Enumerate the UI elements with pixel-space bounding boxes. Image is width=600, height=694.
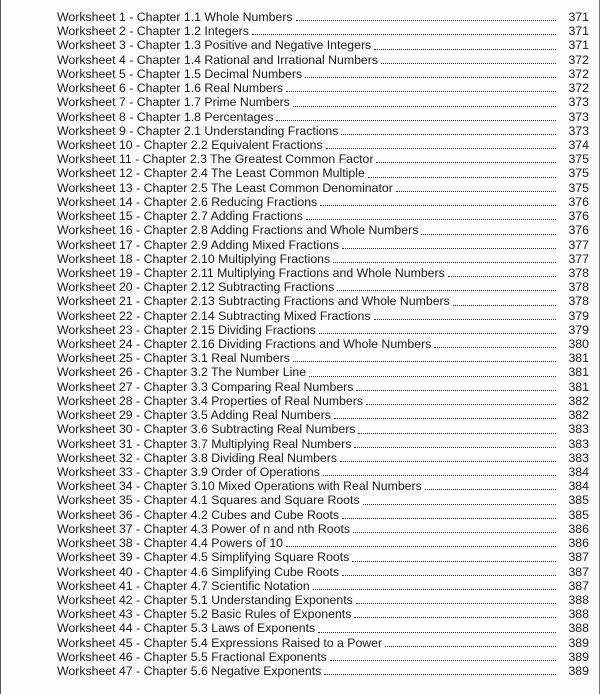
toc-entry [57, 110, 589, 124]
toc-entry [57, 209, 589, 223]
dot-leader [293, 360, 556, 362]
toc-entry-title: Worksheet 8 - Chapter 1.8 Percentages [57, 109, 274, 124]
toc-entry-page: 376 [568, 194, 589, 209]
toc-entry [57, 252, 589, 266]
toc-entry-title: Worksheet 21 - Chapter 2.13 Subtracting Fractions and Whole Numbers [57, 294, 450, 309]
toc-entry-title: Worksheet 26 - Chapter 3.2 The Number Line [57, 365, 307, 380]
toc-entry [57, 636, 589, 650]
dot-leader [374, 318, 557, 320]
toc-entry-title: Worksheet 20 - Chapter 2.12 Subtracting Fractions [57, 280, 335, 295]
dot-leader [276, 119, 556, 121]
dot-leader [453, 304, 556, 306]
toc-entry-page: 388 [568, 621, 589, 636]
toc-entry-title: Worksheet 46 - Chapter 5.5 Fractional Exponents [57, 649, 327, 664]
toc-entry [57, 10, 589, 24]
toc-entry [57, 166, 589, 180]
toc-entry [57, 451, 589, 465]
toc-entry [57, 550, 589, 564]
toc-entry-page: 376 [568, 209, 589, 224]
dot-leader [323, 474, 556, 476]
toc-entry-page: 383 [568, 450, 589, 465]
toc-entry [57, 95, 589, 109]
dot-leader [313, 588, 556, 590]
dot-leader [374, 48, 556, 50]
toc-entry-title: Worksheet 37 - Chapter 4.3 Power of n and nth Roots [57, 521, 351, 536]
dot-leader [320, 204, 556, 206]
dot-leader [352, 560, 556, 562]
dot-leader [448, 275, 556, 277]
dot-leader [421, 233, 556, 235]
toc-entry-title: Worksheet 1 - Chapter 1.1 Whole Numbers [57, 10, 293, 24]
dot-leader [306, 218, 556, 220]
toc-entry-title: Worksheet 23 - Chapter 2.15 Dividing Fractions [57, 322, 316, 337]
toc-entry-title: Worksheet 31 - Chapter 3.7 Multiplying Real Numbers [57, 436, 352, 451]
toc-entry-page: 378 [568, 294, 589, 309]
toc-entry-page: 373 [568, 123, 589, 138]
toc-entry [57, 664, 589, 678]
toc-entry-page: 389 [568, 664, 589, 679]
toc-entry-title: Worksheet 41 - Chapter 4.7 Scientific Notation [57, 578, 310, 593]
toc-entry-title: Worksheet 15 - Chapter 2.7 Adding Fractions [57, 209, 303, 224]
toc-entry-page: 371 [568, 10, 589, 24]
toc-entry [57, 607, 589, 621]
toc-entry-page: 372 [568, 81, 589, 96]
toc-entry [57, 593, 589, 607]
toc-entry [57, 124, 589, 138]
dot-leader [305, 76, 556, 78]
dot-leader [356, 389, 556, 391]
toc-entry-title: Worksheet 9 - Chapter 2.1 Understanding Fractions [57, 123, 339, 138]
toc-entry-page: 387 [568, 578, 589, 593]
toc-entry-title: Worksheet 14 - Chapter 2.6 Reducing Fractions [57, 194, 318, 209]
toc-entry [57, 53, 589, 67]
toc-entry [57, 309, 589, 323]
dot-leader [340, 460, 556, 462]
toc-entry-page: 384 [568, 465, 589, 479]
dot-leader [337, 289, 556, 291]
toc-entry-page: 389 [568, 649, 589, 664]
dot-leader [334, 417, 556, 419]
toc-entry-title: Worksheet 42 - Chapter 5.1 Understanding Exponents [57, 592, 353, 607]
toc-entry [57, 351, 589, 365]
toc-entry-title: Worksheet 38 - Chapter 4.4 Powers of 10 [57, 536, 284, 551]
toc-entry-page: 379 [568, 308, 589, 323]
toc-entry [57, 238, 589, 252]
toc-entry-title: Worksheet 27 - Chapter 3.3 Comparing Real Numbers [57, 379, 354, 394]
toc-entry-title: Worksheet 44 - Chapter 5.3 Laws of Exponents [57, 621, 316, 636]
toc-entry [57, 24, 589, 38]
toc-entry [57, 579, 589, 593]
dot-leader [354, 446, 556, 448]
toc-entry [57, 465, 589, 479]
toc-entry-title: Worksheet 25 - Chapter 3.1 Real Numbers [57, 351, 290, 366]
toc-entry [57, 508, 589, 522]
toc-entry-title: Worksheet 4 - Chapter 1.4 Rational and Irrational Numbers [57, 52, 379, 67]
toc-entry-title: Worksheet 12 - Chapter 2.4 The Least Common Multiple [57, 166, 365, 181]
dot-leader [381, 62, 556, 64]
toc-entry [57, 294, 589, 308]
dot-leader [366, 403, 556, 405]
toc-entry [57, 81, 589, 95]
toc-entry-title: Worksheet 47 - Chapter 5.6 Negative Exponents [57, 664, 322, 679]
toc-entry-page: 383 [568, 436, 589, 451]
toc-entry-page: 377 [568, 251, 589, 266]
toc-entry-title: Worksheet 10 - Chapter 2.2 Equivalent Fractions [57, 137, 323, 152]
toc-entry-title: Worksheet 36 - Chapter 4.2 Cubes and Cube Roots [57, 507, 340, 522]
toc-entry-page: 377 [568, 237, 589, 252]
toc-entry-title: Worksheet 16 - Chapter 2.8 Adding Fractions and Whole Numbers [57, 223, 419, 238]
toc-entry-page: 379 [568, 322, 589, 337]
toc-entry-title: Worksheet 33 - Chapter 3.9 Order of Operations [57, 465, 320, 479]
toc-entry [57, 138, 589, 152]
toc-entry-title: Worksheet 40 - Chapter 4.6 Simplifying Cube Roots [57, 564, 340, 579]
toc-entry [57, 280, 589, 294]
toc-entry [57, 536, 589, 550]
toc-entry-page: 383 [568, 422, 589, 437]
toc-entry [57, 380, 589, 394]
toc-entry [57, 621, 589, 635]
dot-leader [356, 602, 556, 604]
toc-entry [57, 152, 589, 166]
dot-leader [333, 261, 556, 263]
toc-entry-page: 378 [568, 265, 589, 280]
toc-entry-page: 373 [568, 95, 589, 110]
toc-entry-page: 387 [568, 564, 589, 579]
toc-entry-title: Worksheet 45 - Chapter 5.4 Expressions Raised to a Power [57, 635, 383, 650]
toc-entry-page: 387 [568, 550, 589, 565]
dot-leader [293, 105, 556, 107]
dot-leader [368, 176, 556, 178]
dot-leader [358, 432, 556, 434]
toc-entry-title: Worksheet 39 - Chapter 4.5 Simplifying Square Roots [57, 550, 350, 565]
dot-leader [353, 531, 556, 533]
toc-entry-page: 372 [568, 66, 589, 81]
dot-leader [434, 346, 556, 348]
toc-entry-page: 381 [568, 365, 589, 380]
dot-leader [376, 161, 556, 163]
toc-entry [57, 565, 589, 579]
toc-entry-title: Worksheet 24 - Chapter 2.16 Dividing Fractions and Whole Numbers [57, 337, 432, 352]
toc-entry-title: Worksheet 43 - Chapter 5.2 Basic Rules of Exponents [57, 607, 352, 622]
dot-leader [354, 616, 556, 618]
toc-entry-page: 372 [568, 52, 589, 67]
toc-entry-page: 389 [568, 635, 589, 650]
dot-leader [326, 147, 556, 149]
toc-entry [57, 67, 589, 81]
toc-entry-title: Worksheet 28 - Chapter 3.4 Properties of Real Numbers [57, 393, 363, 408]
dot-leader [252, 33, 556, 35]
toc-entry-title: Worksheet 3 - Chapter 1.3 Positive and Negative Integers [57, 38, 372, 53]
table-of-contents [57, 10, 589, 678]
toc-entry-page: 371 [568, 38, 589, 53]
toc-entry [57, 479, 589, 493]
dot-leader [341, 133, 556, 135]
toc-entry [57, 323, 589, 337]
toc-entry [57, 181, 589, 195]
dot-leader [324, 673, 556, 675]
dot-leader [318, 631, 556, 633]
dot-leader [309, 375, 556, 377]
toc-entry [57, 650, 589, 664]
toc-entry-page: 371 [568, 24, 589, 39]
dot-leader [425, 488, 556, 490]
toc-entry-page: 381 [568, 379, 589, 394]
dot-leader [385, 645, 556, 647]
toc-entry-title: Worksheet 35 - Chapter 4.1 Squares and Square Roots [57, 493, 360, 508]
dot-leader [286, 90, 556, 92]
toc-entry-title: Worksheet 22 - Chapter 2.14 Subtracting Mixed Fractions [57, 308, 371, 323]
toc-entry-page: 384 [568, 479, 589, 494]
toc-entry [57, 223, 589, 237]
toc-entry [57, 437, 589, 451]
toc-entry-title: Worksheet 13 - Chapter 2.5 The Least Common Denominator [57, 180, 393, 195]
toc-entry-title: Worksheet 2 - Chapter 1.2 Integers [57, 24, 249, 39]
toc-entry [57, 422, 589, 436]
toc-entry-title: Worksheet 17 - Chapter 2.9 Adding Mixed Fractions [57, 237, 340, 252]
toc-entry-page: 382 [568, 393, 589, 408]
dot-leader [363, 503, 556, 505]
toc-entry-title: Worksheet 30 - Chapter 3.6 Subtracting Real Numbers [57, 422, 356, 437]
toc-entry-title: Worksheet 19 - Chapter 2.11 Multiplying Fractions and Whole Numbers [57, 265, 445, 280]
toc-entry-page: 388 [568, 592, 589, 607]
toc-entry-title: Worksheet 11 - Chapter 2.3 The Greatest Common Factor [57, 152, 374, 167]
toc-entry [57, 408, 589, 422]
toc-entry [57, 337, 589, 351]
toc-entry-title: Worksheet 29 - Chapter 3.5 Adding Real Numbers [57, 408, 331, 423]
dot-leader [342, 517, 556, 519]
toc-entry-title: Worksheet 18 - Chapter 2.10 Multiplying Fractions [57, 251, 331, 266]
dot-leader [319, 332, 556, 334]
toc-entry-page: 382 [568, 408, 589, 423]
toc-entry [57, 394, 589, 408]
toc-entry-page: 375 [568, 166, 589, 181]
dot-leader [342, 247, 556, 249]
toc-entry-title: Worksheet 7 - Chapter 1.7 Prime Numbers [57, 95, 290, 110]
toc-entry-page: 385 [568, 493, 589, 508]
toc-entry-page: 388 [568, 607, 589, 622]
toc-entry-page: 381 [568, 351, 589, 366]
toc-entry [57, 266, 589, 280]
toc-entry-page: 386 [568, 521, 589, 536]
toc-entry-title: Worksheet 5 - Chapter 1.5 Decimal Numbers [57, 66, 303, 81]
toc-entry-title: Worksheet 34 - Chapter 3.10 Mixed Operations with Real Numbers [57, 479, 422, 494]
toc-entry-page: 375 [568, 152, 589, 167]
toc-entry-page: 373 [568, 109, 589, 124]
toc-entry [57, 195, 589, 209]
toc-entry-page: 385 [568, 507, 589, 522]
toc-entry-page: 376 [568, 223, 589, 238]
toc-entry-title: Worksheet 6 - Chapter 1.6 Real Numbers [57, 81, 283, 96]
dot-leader [396, 190, 556, 192]
toc-entry [57, 522, 589, 536]
toc-entry-page: 375 [568, 180, 589, 195]
toc-entry-page: 380 [568, 337, 589, 352]
toc-entry-page: 374 [568, 137, 589, 152]
toc-entry [57, 493, 589, 507]
dot-leader [342, 574, 556, 576]
dot-leader [286, 545, 556, 547]
toc-entry [57, 365, 589, 379]
toc-entry-title: Worksheet 32 - Chapter 3.8 Dividing Real Numbers [57, 450, 337, 465]
toc-entry [57, 38, 589, 52]
toc-entry-page: 378 [568, 280, 589, 295]
dot-leader [296, 19, 556, 21]
dot-leader [330, 659, 556, 661]
toc-entry-page: 386 [568, 536, 589, 551]
